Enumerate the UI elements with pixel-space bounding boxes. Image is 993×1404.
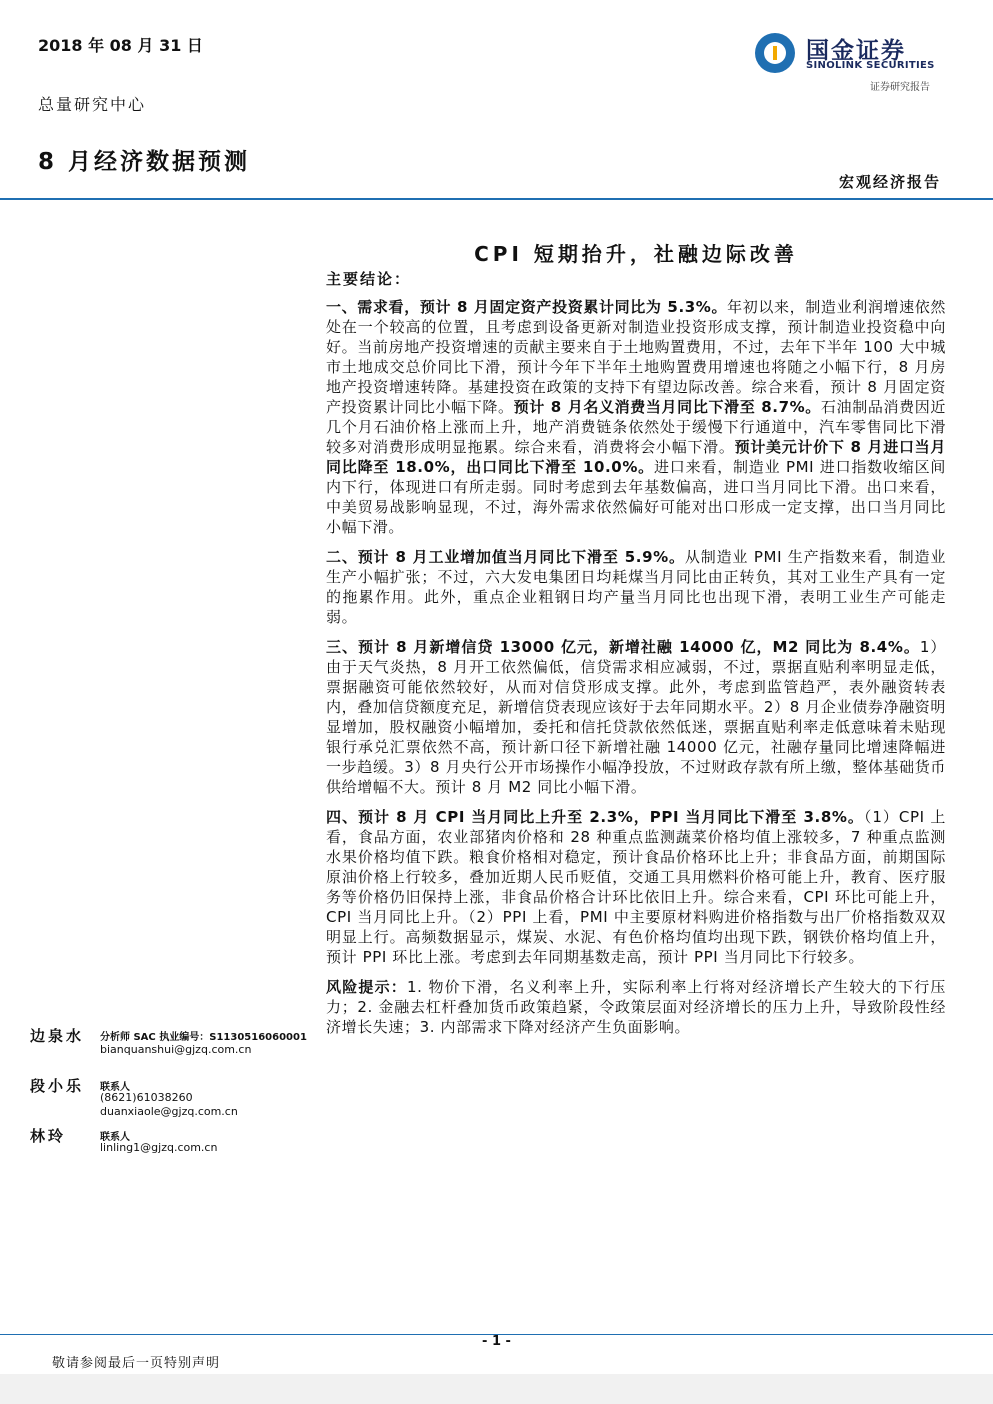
company-logo [754, 30, 946, 78]
header-divider [0, 198, 993, 200]
author-name: 边泉水 [30, 1027, 85, 1045]
paragraph-lead: 二、预计 8 月工业增加值当月同比下滑至 5.9%。 [326, 548, 685, 566]
risk-warning-text: 1. 物价下滑，名义利率上升，实际利率上行将对经济增长产生较大的下行压力；2. 金融去杠杆叠加货币政策趋紧，令政策层面对经济增长的压力上升，导致阶段性经济增长失速；3. 内部需求下降对经济产生负面影响。 [326, 978, 946, 1036]
paragraph-highlight: 预计美元计价下 8 月进口当月同比降至 18.0%，出口同比下滑至 10.0%。 [326, 438, 946, 476]
paragraph-text: 从制造业 PMI 生产指数来看，制造业生产小幅扩张；不过，六大发电集团日均耗煤当月同比由正转负，其对工业生产具有一定的拖累作用。此外，重点企业粗钢日均产量当月同比也出现下滑，表明工业生产可能走弱。 [326, 548, 946, 626]
paragraph-text: 1）由于天气炎热，8 月开工依然偏低，信贷需求相应减弱，不过，票据直贴利率明显走低，票据融资可能依然较好，从而对信贷形成支撑。此外，考虑到监管趋严，表外融资转表内，叠加信贷额度充足，新增信贷表现应该好于去年同期水平。2）8 月企业债券净融资明显增加，股权融资小幅增加，委托和信托贷款依然低迷，票据直贴利率走低意味着未贴现银行承兑汇票依然不高，预计新口径下新增社融 14000 亿元，社融存量同比增速降幅进一步趋缓。3）8 月央行公开市场操作小幅净投放，不过财政存款有所上缴，整体基础货币供给增幅不大。预计 8 月 M2 同比小幅下滑。 [326, 638, 946, 796]
author-role: 分析师 SAC 执业编号：S1130516060001 [100, 1032, 307, 1043]
author-role: 联系人 [100, 1082, 130, 1093]
paragraph-highlight: 预计 8 月名义消费当月同比下滑至 8.7%。 [513, 398, 821, 416]
author-phone: (8621)61038260 [100, 1091, 193, 1104]
department-name: 总量研究中心 [38, 95, 147, 114]
summary-body [326, 297, 946, 1047]
footer-disclaimer: 敬请参阅最后一页特别声明 [52, 1356, 221, 1371]
summary-paragraph-2 [326, 547, 946, 627]
paragraph-lead: 一、需求看，预计 8 月固定资产投资累计同比为 5.3%。 [326, 298, 728, 316]
report-type: 宏观经济报告 [838, 173, 941, 191]
author-entry [30, 1025, 320, 1075]
report-title: 8 月经济数据预测 [38, 149, 251, 175]
risk-warning [326, 977, 946, 1037]
author-name: 段小乐 [30, 1077, 85, 1095]
summary-label: 主要结论： [326, 270, 412, 288]
page-number: - 1 - [482, 1334, 511, 1349]
author-email[interactable]: linling1@gjzq.com.cn [100, 1141, 218, 1154]
logo-mark-icon [754, 32, 796, 74]
paragraph-text: 石油制品消费因近几个月石油价格上涨而上升，地产消费链条依然处于缓慢下行通道中，汽车零售同比下滑较多对消费形成明显拖累。综合来看，消费将会小幅下滑。 [326, 398, 946, 456]
author-role: 联系人 [100, 1132, 130, 1143]
paragraph-text: （1）CPI 上看，食品方面，农业部猪肉价格和 28 种重点监测蔬菜价格均值上涨较多，7 种重点监测水果价格均值下跌。粮食价格相对稳定，预计食品价格环比上升；非食品方面，前期国际原油价格上行较多，叠加近期人民币贬值，交通工具用燃料价格可能上升，教育、医疗服务等价格仍旧保持上涨，非食品价格合计环比依旧上升。综合来看，CPI 环比可能上升，CPI 当月同比上升。（2）PPI 上看，PMI 中主要原材料购进价格指数与出厂价格指数双双明显上行。高频数据显示，煤炭、水泥、有色价格均值均出现下跌，钢铁价格均值上升，预计 PPI 环比上涨。考虑到去年同期基数走高，预计 PPI 当月同比下行较多。 [326, 808, 946, 966]
risk-warning-label: 风险提示： [326, 978, 407, 996]
logo-text-cn: 国金证券 [806, 38, 906, 64]
summary-paragraph-1 [326, 297, 946, 537]
bottom-band [0, 1374, 993, 1404]
author-list [30, 1025, 320, 1165]
paragraph-text: 进口来看，制造业 PMI 进口指数收缩区间内下行，体现进口有所走弱。同时考虑到去年基数偏高，进口当月同比下滑。出口来看，中美贸易战影响显现，不过，海外需求依然偏好可能对出口形成一定支撑，出口当月同比小幅下滑。 [326, 458, 946, 536]
author-entry [30, 1125, 320, 1165]
author-entry [30, 1075, 320, 1125]
logo-subtitle: 证券研究报告 [870, 82, 930, 93]
report-headline: CPI 短期抬升，社融边际改善 [474, 242, 798, 266]
summary-paragraph-4 [326, 807, 946, 967]
report-date: 2018 年 08 月 31 日 [38, 36, 203, 55]
author-email[interactable]: duanxiaole@gjzq.com.cn [100, 1105, 238, 1118]
summary-paragraph-3 [326, 637, 946, 797]
author-name: 林玲 [30, 1127, 67, 1145]
paragraph-lead: 三、预计 8 月新增信贷 13000 亿元，新增社融 14000 亿，M2 同比为 8.4%。 [326, 638, 920, 656]
paragraph-lead: 四、预计 8 月 CPI 当月同比上升至 2.3%，PPI 当月同比下滑至 3.8%。 [326, 808, 864, 826]
paragraph-text: 年初以来，制造业利润增速依然处在一个较高的位置，且考虑到设备更新对制造业投资形成支撑，预计制造业投资稳中向好。当前房地产投资增速的贡献主要来自于土地购置费用，不过，去年下半年 100 大中城市土地成交总价同比下滑，预计今年下半年土地购置费用增速也将随之小幅下行，8 月房地产投资增速转降。基建投资在政策的支持下有望边际改善。综合来看，预计 8 月固定资产投资累计同比小幅下降。 [326, 298, 947, 416]
logo-text-en: SINOLINK SECURITIES [806, 60, 935, 71]
author-email[interactable]: bianquanshui@gjzq.com.cn [100, 1043, 252, 1056]
